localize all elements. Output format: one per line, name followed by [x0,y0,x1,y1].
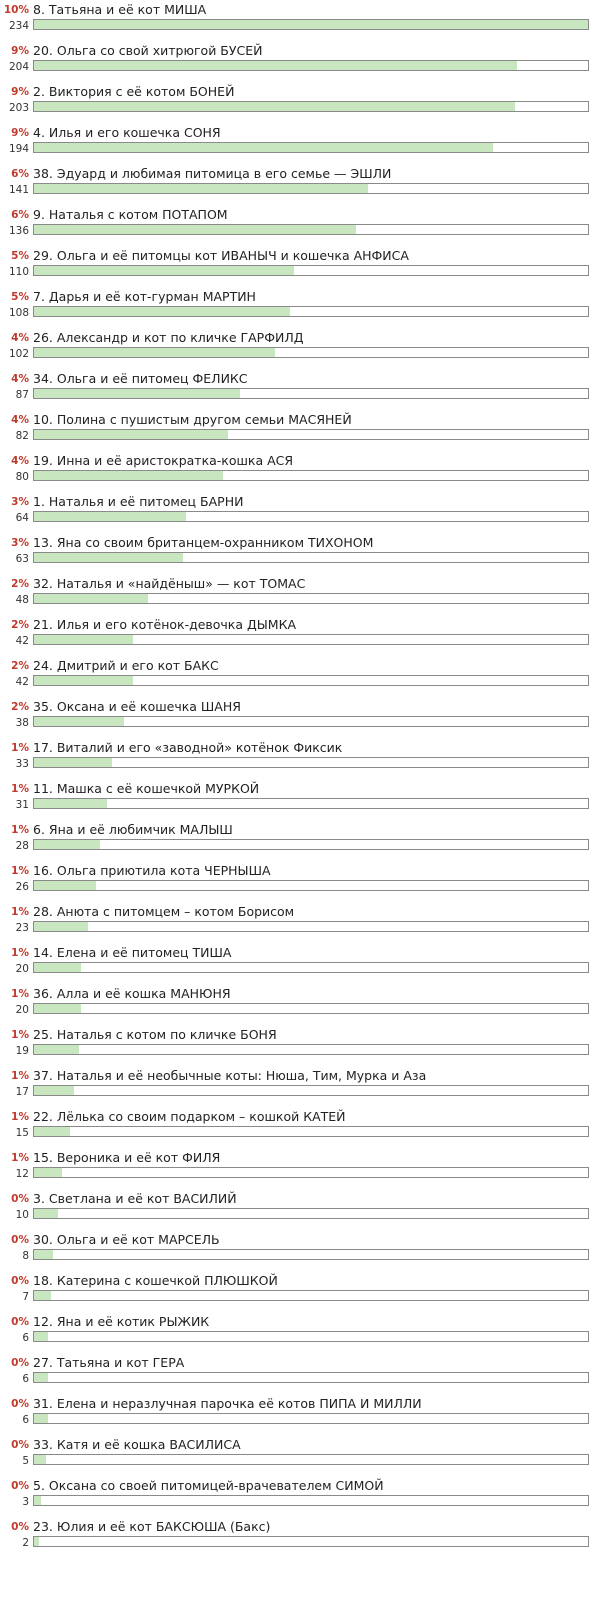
percent-label: 4% [11,455,29,467]
bar-fill [34,922,88,931]
bar-track [33,60,589,71]
percent-label: 0% [11,1275,29,1287]
poll-row [0,164,594,205]
bar-track [33,798,589,809]
percent-label: 1% [11,1111,29,1123]
vote-count: 5 [22,1455,29,1467]
bar-track [33,265,589,276]
bar-track [33,634,589,645]
vote-count: 6 [22,1414,29,1426]
vote-count: 31 [15,799,29,811]
bar-track [33,675,589,686]
percent-label: 3% [11,496,29,508]
bar-track [33,1044,589,1055]
vote-count: 42 [15,676,29,688]
bar-track [33,1126,589,1137]
option-label: 1. Наталья и её питомец БАРНИ [33,494,244,509]
poll-row [0,902,594,943]
vote-count: 108 [8,307,29,319]
poll-row [0,1394,594,1435]
percent-label: 5% [11,291,29,303]
option-label: 27. Татьяна и кот ГЕРА [33,1355,185,1370]
option-label: 15. Вероника и её кот ФИЛЯ [33,1150,221,1165]
bar-fill [34,635,133,644]
bar-track [33,470,589,481]
option-label: 24. Дмитрий и его кот БАКС [33,658,219,673]
percent-label: 0% [11,1398,29,1410]
vote-count: 38 [15,717,29,729]
option-label: 23. Юлия и её кот БАКСЮША (Бакс) [33,1519,271,1534]
bar-fill [34,799,107,808]
poll-row [0,451,594,492]
poll-row [0,328,594,369]
poll-row [0,1271,594,1312]
bar-fill [34,102,515,111]
percent-label: 9% [11,45,29,57]
poll-row [0,1476,594,1517]
bar-track [33,757,589,768]
poll-row [0,492,594,533]
bar-track [33,1495,589,1506]
vote-count: 33 [15,758,29,770]
percent-label: 2% [11,619,29,631]
vote-count: 204 [8,61,29,73]
vote-count: 15 [15,1127,29,1139]
poll-row [0,1148,594,1189]
percent-label: 4% [11,414,29,426]
bar-fill [34,717,124,726]
poll-row [0,246,594,287]
percent-label: 1% [11,906,29,918]
vote-count: 8 [22,1250,29,1262]
option-label: 18. Катерина с кошечкой ПЛЮШКОЙ [33,1273,278,1288]
poll-row [0,1353,594,1394]
poll-row [0,861,594,902]
percent-label: 1% [11,1029,29,1041]
option-label: 25. Наталья с котом по кличке БОНЯ [33,1027,277,1042]
poll-row [0,656,594,697]
bar-fill [34,389,240,398]
option-label: 19. Инна и её аристократка-кошка АСЯ [33,453,294,468]
poll-row [0,615,594,656]
option-label: 33. Катя и её кошка ВАСИЛИСА [33,1437,241,1452]
poll-row [0,1230,594,1271]
poll-row [0,738,594,779]
bar-track [33,552,589,563]
option-label: 2. Виктория с её котом БОНЕЙ [33,84,235,99]
bar-track [33,1208,589,1219]
bar-track [33,306,589,317]
vote-count: 23 [15,922,29,934]
vote-count: 64 [15,512,29,524]
percent-label: 0% [11,1521,29,1533]
bar-track [33,1249,589,1260]
poll-row [0,1066,594,1107]
bar-fill [34,1004,81,1013]
option-label: 35. Оксана и её кошечка ШАНЯ [33,699,241,714]
bar-track [33,347,589,358]
option-label: 26. Александр и кот по кличке ГАРФИЛД [33,330,304,345]
vote-count: 82 [15,430,29,442]
bar-fill [34,553,183,562]
poll-row [0,984,594,1025]
bar-fill [34,881,96,890]
vote-count: 42 [15,635,29,647]
bar-track [33,1536,589,1547]
bar-track [33,388,589,399]
percent-label: 9% [11,86,29,98]
percent-label: 2% [11,701,29,713]
bar-track [33,511,589,522]
bar-track [33,1372,589,1383]
bar-fill [34,840,100,849]
percent-label: 2% [11,578,29,590]
percent-label: 4% [11,373,29,385]
bar-fill [34,430,228,439]
vote-count: 110 [8,266,29,278]
poll-row [0,1107,594,1148]
bar-fill [34,1250,53,1259]
vote-count: 80 [15,471,29,483]
option-label: 12. Яна и её котик РЫЖИК [33,1314,210,1329]
option-label: 32. Наталья и «найдёныш» — кот ТОМАС [33,576,306,591]
option-label: 21. Илья и его котёнок-девочка ДЫМКА [33,617,297,632]
bar-fill [34,676,133,685]
percent-label: 0% [11,1234,29,1246]
vote-count: 20 [15,1004,29,1016]
bar-track [33,716,589,727]
poll-row [0,0,594,41]
poll-row [0,287,594,328]
bar-fill [34,963,81,972]
option-label: 38. Эдуард и любимая питомица в его семье — ЭШЛИ [33,166,392,181]
bar-fill [34,1373,48,1382]
bar-track [33,101,589,112]
bar-track [33,1413,589,1424]
bar-fill [34,307,290,316]
percent-label: 1% [11,824,29,836]
vote-count: 12 [15,1168,29,1180]
poll-row [0,123,594,164]
vote-count: 19 [15,1045,29,1057]
bar-track [33,183,589,194]
option-label: 16. Ольга приютила кота ЧЕРНЫША [33,863,271,878]
percent-label: 1% [11,742,29,754]
vote-count: 141 [8,184,29,196]
option-label: 7. Дарья и её кот-гурман МАРТИН [33,289,256,304]
bar-track [33,429,589,440]
poll-row [0,779,594,820]
vote-count: 63 [15,553,29,565]
bar-track [33,839,589,850]
poll-row [0,369,594,410]
vote-count: 2 [22,1537,29,1549]
vote-count: 136 [8,225,29,237]
vote-count: 3 [22,1496,29,1508]
option-label: 22. Лёлька со своим подарком – кошкой КАТЕЙ [33,1109,346,1124]
option-label: 8. Татьяна и её кот МИША [33,2,207,17]
bar-fill [34,1414,48,1423]
vote-count: 26 [15,881,29,893]
option-label: 20. Ольга со свой хитрюгой БУСЕЙ [33,43,263,58]
bar-fill [34,758,112,767]
option-label: 37. Наталья и её необычные коты: Нюша, Тим, Мурка и Аза [33,1068,427,1083]
bar-track [33,19,589,30]
vote-count: 6 [22,1373,29,1385]
vote-count: 87 [15,389,29,401]
bar-fill [34,1127,70,1136]
vote-count: 234 [8,20,29,32]
option-label: 30. Ольга и её кот МАРСЕЛЬ [33,1232,220,1247]
option-label: 5. Оксана со своей питомицей-врачевателем СИМОЙ [33,1478,384,1493]
option-label: 28. Анюта с питомцем – котом Борисом [33,904,295,919]
bar-fill [34,348,275,357]
bar-fill [34,1537,39,1546]
bar-track [33,593,589,604]
poll-row [0,697,594,738]
bar-fill [34,1209,58,1218]
poll-row [0,1025,594,1066]
vote-count: 10 [15,1209,29,1221]
poll-row [0,943,594,984]
option-label: 3. Светлана и её кот ВАСИЛИЙ [33,1191,237,1206]
percent-label: 10% [3,4,29,16]
bar-track [33,142,589,153]
percent-label: 0% [11,1439,29,1451]
poll-row [0,1312,594,1353]
bar-fill [34,1168,62,1177]
option-label: 11. Машка с её кошечкой МУРКОЙ [33,781,260,796]
vote-count: 194 [8,143,29,155]
option-label: 13. Яна со своим британцем-охранником ТИХОНОМ [33,535,374,550]
percent-label: 3% [11,537,29,549]
poll-row [0,41,594,82]
bar-track [33,1003,589,1014]
vote-count: 20 [15,963,29,975]
bar-fill [34,1496,41,1505]
percent-label: 0% [11,1193,29,1205]
poll-row [0,820,594,861]
percent-label: 0% [11,1316,29,1328]
vote-count: 6 [22,1332,29,1344]
bar-fill [34,594,148,603]
bar-track [33,1290,589,1301]
bar-track [33,962,589,973]
bar-fill [34,1086,74,1095]
percent-label: 6% [11,209,29,221]
percent-label: 4% [11,332,29,344]
poll-row [0,205,594,246]
option-label: 9. Наталья с котом ПОТАПОМ [33,207,228,222]
poll-row [0,533,594,574]
option-label: 10. Полина с пушистым другом семьи МАСЯНЕЙ [33,412,352,427]
poll-row [0,82,594,123]
option-label: 6. Яна и её любимчик МАЛЫШ [33,822,233,837]
option-label: 31. Елена и неразлучная парочка её котов ПИПА И МИЛЛИ [33,1396,422,1411]
bar-fill [34,512,186,521]
percent-label: 9% [11,127,29,139]
vote-count: 203 [8,102,29,114]
percent-label: 1% [11,1070,29,1082]
option-label: 4. Илья и его кошечка СОНЯ [33,125,221,140]
vote-count: 102 [8,348,29,360]
percent-label: 2% [11,660,29,672]
percent-label: 1% [11,783,29,795]
bar-track [33,880,589,891]
poll-row [0,410,594,451]
bar-fill [34,184,368,193]
bar-fill [34,471,223,480]
vote-count: 48 [15,594,29,606]
option-label: 34. Ольга и её питомец ФЕЛИКС [33,371,248,386]
percent-label: 0% [11,1357,29,1369]
option-label: 14. Елена и её питомец ТИША [33,945,232,960]
bar-fill [34,20,588,29]
poll-row [0,574,594,615]
option-label: 29. Ольга и её питомцы кот ИВАНЫЧ и кошечка АНФИСА [33,248,409,263]
percent-label: 0% [11,1480,29,1492]
bar-fill [34,266,294,275]
poll-row [0,1189,594,1230]
percent-label: 5% [11,250,29,262]
percent-label: 1% [11,947,29,959]
option-label: 17. Виталий и его «заводной» котёнок Фиксик [33,740,343,755]
percent-label: 1% [11,1152,29,1164]
bar-fill [34,61,517,70]
percent-label: 6% [11,168,29,180]
poll-row [0,1435,594,1476]
bar-fill [34,1291,51,1300]
vote-count: 7 [22,1291,29,1303]
bar-fill [34,1455,46,1464]
percent-label: 1% [11,988,29,1000]
bar-fill [34,1332,48,1341]
poll-row [0,1517,594,1558]
bar-track [33,224,589,235]
bar-track [33,1454,589,1465]
vote-count: 28 [15,840,29,852]
bar-track [33,1167,589,1178]
bar-fill [34,1045,79,1054]
bar-track [33,1085,589,1096]
bar-track [33,921,589,932]
percent-label: 1% [11,865,29,877]
bar-fill [34,143,493,152]
bar-track [33,1331,589,1342]
bar-fill [34,225,356,234]
option-label: 36. Алла и её кошка МАНЮНЯ [33,986,231,1001]
vote-count: 17 [15,1086,29,1098]
